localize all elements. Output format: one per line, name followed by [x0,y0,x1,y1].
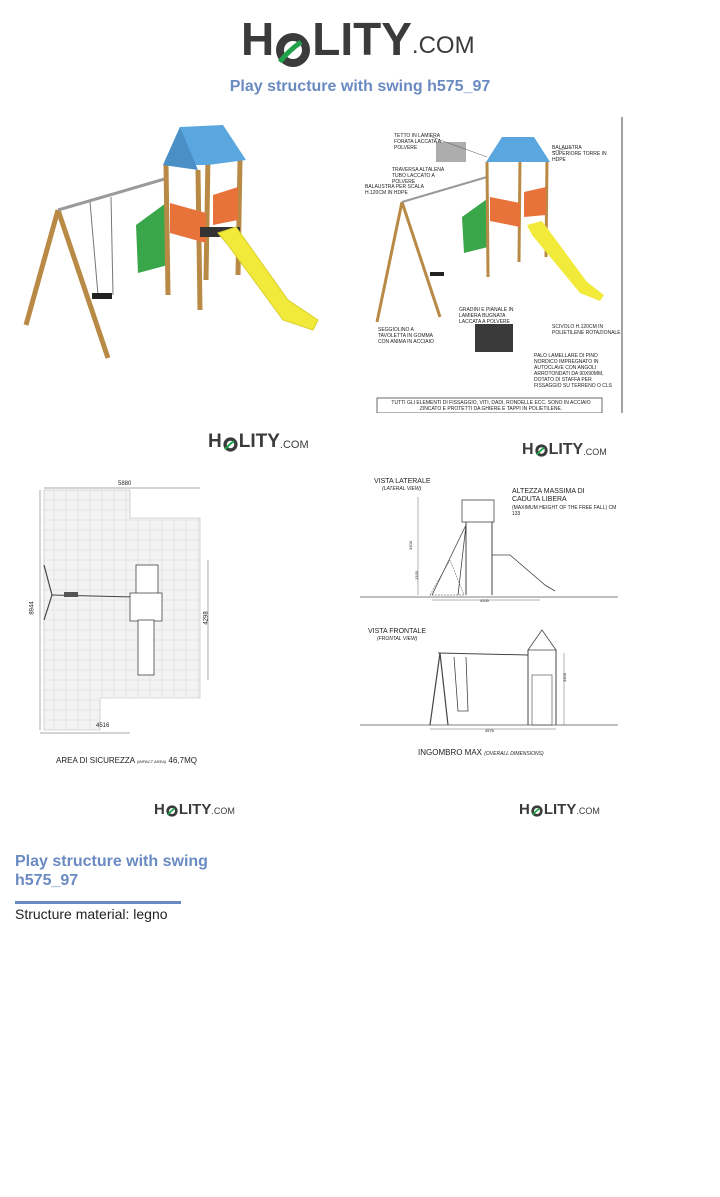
holity-logo-small[interactable]: H LITY .COM [522,441,607,458]
label-crossbar: TRAVERSA ALTALENA TUBO LACCATO A POLVERE [392,167,444,185]
product-spec: Structure material: legno [15,906,168,922]
label-posts: PALO LAMELLARE DI PINO NORDICO IMPREGNATO IN AUTOCLAVE CON ANGOLI ARROTONDATI DA 90X90MM, DOTATO DI STAFFA PER FISSAGGIO SU TERRENO O CLS [534,353,612,389]
elev-dim-front-width: 4576 [485,728,494,733]
elev-dim-front-height: 3300 [561,673,567,682]
holity-logo-small[interactable]: H LITY .COM [154,801,235,818]
elev-dim-height: 3300 [407,541,413,550]
label-roof: TETTO IN LAMIERA FORATA LACCATA A POLVERE [394,133,441,151]
elev-dim-width: 4200 [480,598,489,603]
label-slide: SCIVOLO H.120CM IN POLIETILENE ROTAZIONALE [552,324,621,336]
product-render-image[interactable] [18,115,328,370]
product-title: Play structure with swing h575_97 [15,853,208,889]
holity-logo[interactable]: H LITY .COM [241,13,475,65]
frontal-view-subtitle: (FRONTAL VIEW) [377,636,418,642]
overall-dimensions-caption: INGOMBRO MAX (OVERALL DIMENSIONS) [418,748,544,757]
page-title: Play structure with swing h575_97 [229,78,491,95]
logo-o-icon [275,25,311,61]
plan-dim-left: 8944 [29,601,36,615]
lateral-view-subtitle: (LATERAL VIEW) [382,486,422,492]
frontal-view-title: VISTA FRONTALE [368,628,427,635]
label-note: TUTTI GLI ELEMENTI DI FISSAGGIO, VITI, DADI, RONDELLE ECC. SONO IN ACCIAIO ZINCATO E PROTETTI DA GHIERE E TAPPI IN POLIETILENE. [391,400,591,412]
elevation-views-image[interactable] [360,475,622,765]
label-tower-rail: BALAUSTRA SUPERIORE TORRE IN HDPE [552,145,607,163]
label-steps: GRADINI E PIANALE IN LAMIERA BUGNATA LACCATA A POLVERE [459,307,514,325]
title-divider [15,901,181,904]
fall-height-title: ALTEZZA MASSIMA DI CADUTA LIBERA [512,488,585,503]
logo-o-icon [166,804,178,816]
plan-dim-top: 5880 [118,481,132,487]
holity-logo-small[interactable]: H LITY .COM [519,801,600,818]
label-seat: SEGGIOLINO A TAVOLETTA IN GOMMA CON ANIMA IN ACCIAIO [378,327,434,345]
holity-logo-small[interactable]: H LITY .COM [208,431,309,452]
label-ladder-rail: BALAUSTRA PER SCALA H.120CM IN HDPE [365,184,424,196]
plan-dim-bottom: 4516 [96,723,110,729]
fall-height-subtitle: (MAXIMUM HEIGHT OF THE FREE FALL) CM 133 [512,505,617,517]
elev-dim-fall: 1330 [413,571,419,580]
plan-dim-right: 4298 [203,611,210,625]
annotated-render-image[interactable] [362,117,624,413]
safety-area-plan-image[interactable] [30,480,225,770]
logo-o-icon [535,444,548,457]
logo-o-icon [223,436,238,451]
lateral-view-title: VISTA LATERALE [374,478,431,485]
safety-area-caption: AREA DI SICUREZZA (IMPACT AREA) 46,7MQ [56,756,197,765]
logo-o-icon [531,804,543,816]
